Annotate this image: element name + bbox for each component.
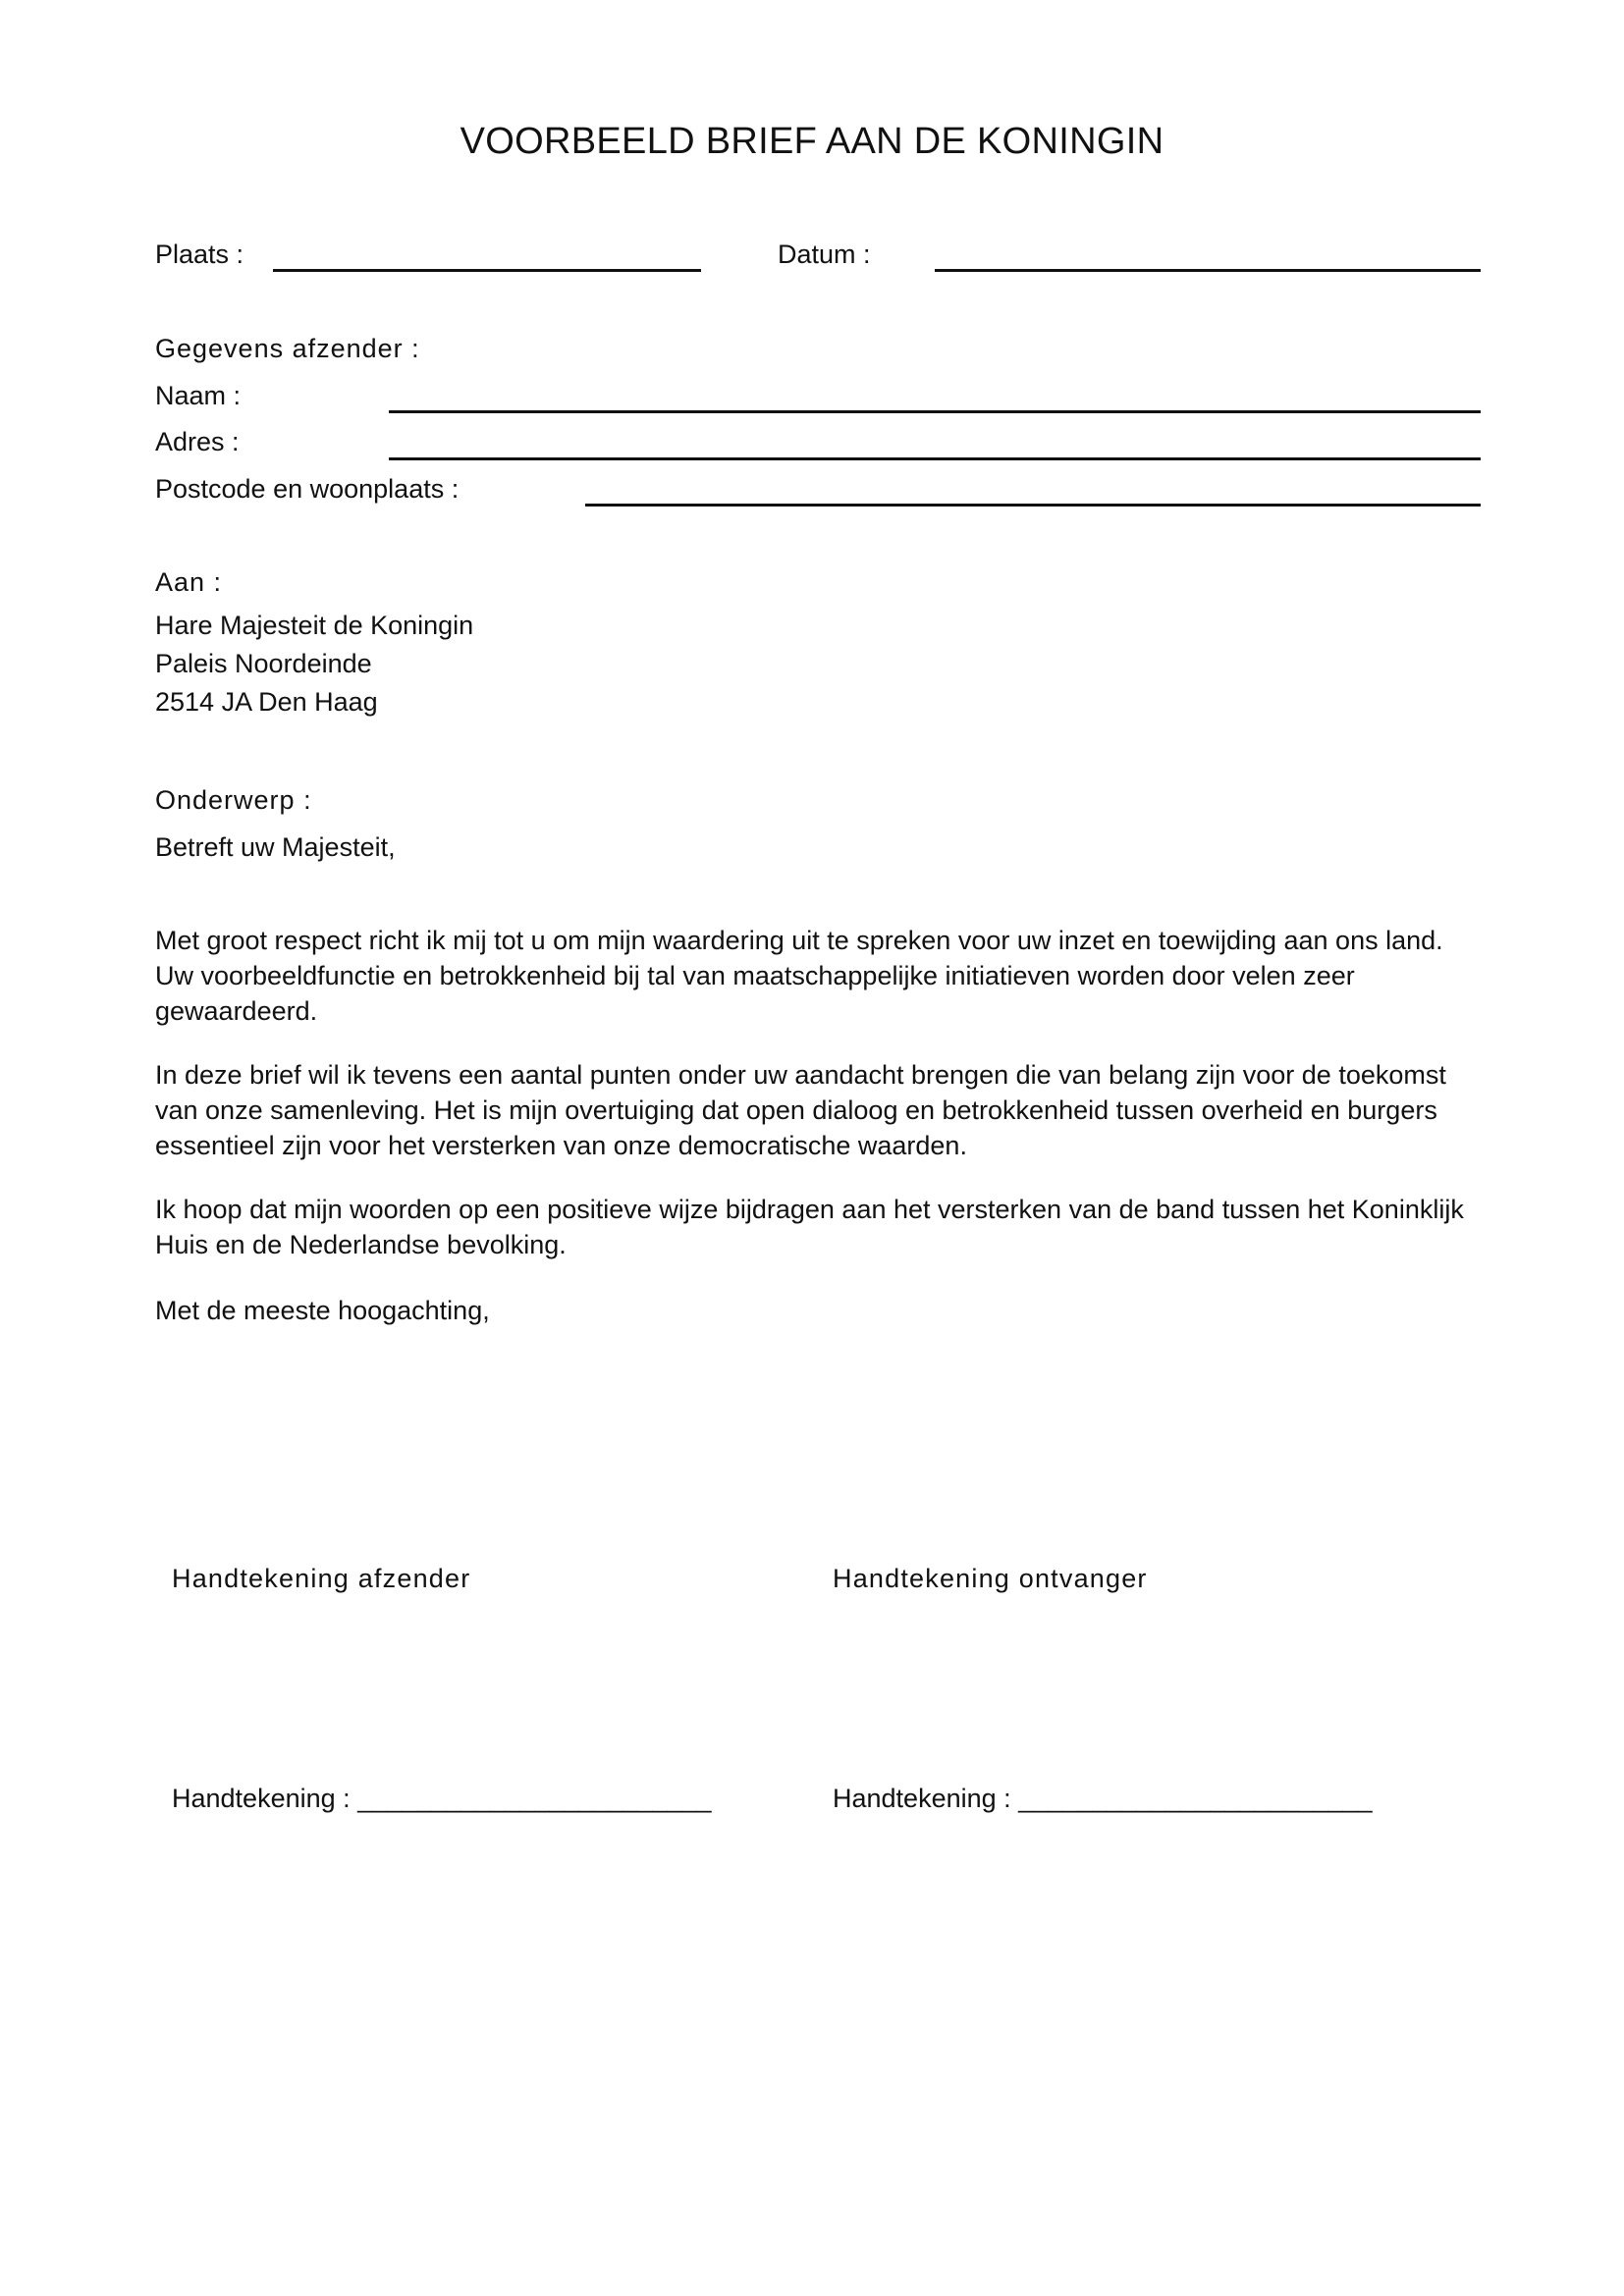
address-label: Adres : <box>155 427 240 456</box>
subject-label: Onderwerp : <box>155 785 312 815</box>
receiver-signature-heading: Handtekening ontvanger <box>833 1564 1148 1593</box>
sender-heading: Gegevens afzender : <box>155 334 420 363</box>
postcode-field-line[interactable] <box>585 504 1481 507</box>
recipient-heading: Aan : <box>155 567 223 597</box>
sender-signature-heading: Handtekening afzender <box>172 1564 471 1593</box>
recipient-line: Hare Majesteit de Koningin <box>155 611 474 640</box>
body-paragraph: Ik hoop dat mijn woorden op een positieve wijze bijdragen aan het versterken van de band tussen het Koninklijk Huis en de Nederlandse bevolking. <box>155 1195 1464 1259</box>
receiver-signature-line[interactable]: Handtekening : ________________________ <box>833 1784 1373 1813</box>
body-paragraph: In deze brief wil ik tevens een aantal punten onder uw aandacht brengen die van belang zijn voor de toekomst van onze samenleving. Het is mijn overtuiging dat open dialoog en betrokkenheid tussen overheid en burgers essentieel zijn voor het versterken van onze democratische waarden. <box>155 1060 1446 1160</box>
sender-signature-line[interactable]: Handtekening : ________________________ <box>172 1784 712 1813</box>
document-title: VOORBEELD BRIEF AAN DE KONINGIN <box>460 121 1164 162</box>
address-field-line[interactable] <box>389 457 1481 460</box>
salutation: Betreft uw Majesteit, <box>155 832 396 862</box>
postcode-label: Postcode en woonplaats : <box>155 474 460 504</box>
closing: Met de meeste hoogachting, <box>155 1296 490 1325</box>
date-field-line[interactable] <box>935 269 1481 272</box>
body-paragraph: Met groot respect richt ik mij tot u om mijn waardering uit te spreken voor uw inzet en toewijding aan ons land. Uw voorbeeldfunctie en betrokkenheid bij tal van maatschappelijke initiatieven worden door velen zeer gewaardeerd. <box>155 926 1443 1026</box>
date-label: Datum : <box>778 240 871 269</box>
recipient-address <box>155 607 473 721</box>
name-label: Naam : <box>155 381 242 410</box>
name-field-line[interactable] <box>389 410 1481 413</box>
recipient-line: Paleis Noordeinde <box>155 649 372 678</box>
place-label: Plaats : <box>155 240 244 269</box>
recipient-line: 2514 JA Den Haag <box>155 687 378 717</box>
place-field-line[interactable] <box>273 269 701 272</box>
